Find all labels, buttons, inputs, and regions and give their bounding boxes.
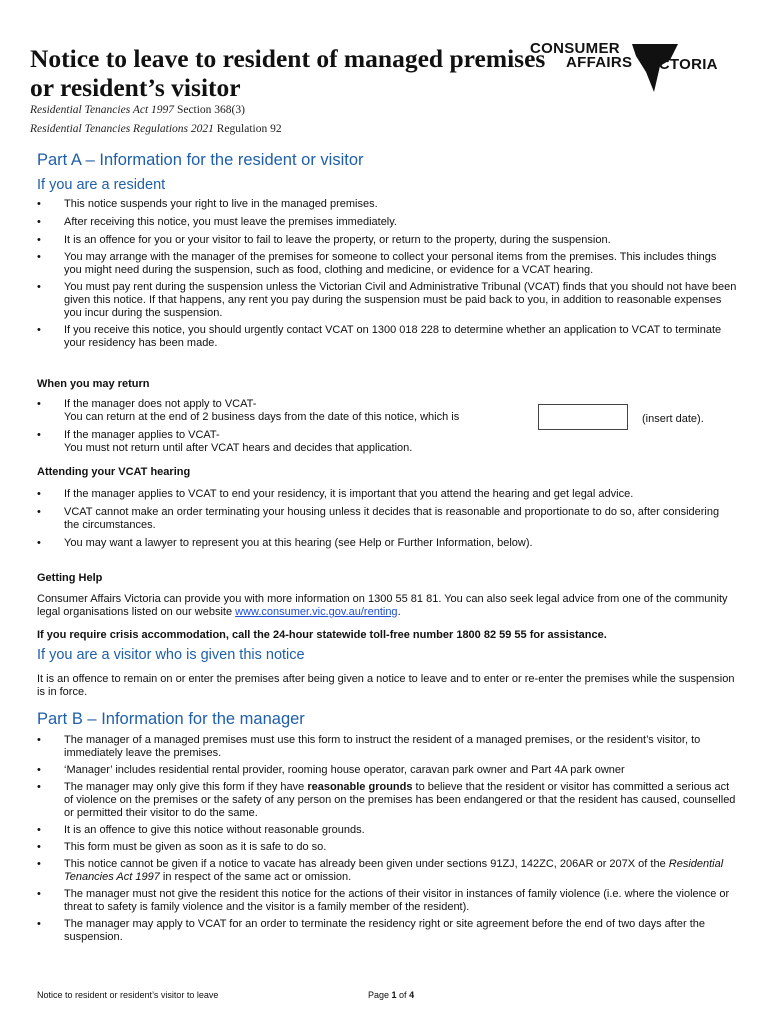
help-heading: Getting Help (37, 572, 103, 584)
hearing-bullet-list (37, 488, 737, 550)
resident-bullet-list (37, 198, 737, 350)
legislation-regulations: Residential Tenancies Regulations 2021 Regulation 92 (30, 123, 282, 135)
title-line-1: Notice to leave to resident of managed premises (30, 44, 546, 73)
list-item: • You may arrange with the manager of the premises for someone to collect your personal items from the premises. This includes things you might need during the suspension, such as food, clothing and medicine, or evidence for a VCAT hearing. (37, 251, 737, 277)
page-number: Page 1 of 4 (368, 990, 415, 1000)
list-item: • If the manager applies to VCAT to end your residency, it is important that you attend the hearing and get legal advice. (37, 488, 737, 501)
return-bullet-list (37, 398, 737, 455)
return-heading: When you may return (37, 378, 150, 390)
list-item: • If you receive this notice, you should urgently contact VCAT on 1300 018 228 to determine whether an application to VCAT to terminate your residency has been made. (37, 324, 737, 350)
list-item: • The manager must not give the resident this notice for the actions of their visitor in instances of family violence (i.e. where the violence or threat to safety is family violence and the visitor is a family member of the resident). (37, 888, 737, 914)
list-item: • You may want a lawyer to represent you at this hearing (see Help or Further Information, below). (37, 537, 737, 550)
list-item: • The manager may apply to VCAT for an order to terminate the residency right or site agreement before the end of two days after the suspension. (37, 918, 737, 944)
list-item: • You must pay rent during the suspension unless the Victorian Civil and Administrative Tribunal (VCAT) finds that you should not have been given this notice. If that happens, any rent you pay during the suspension must be paid back to you, in addition to reasonable expenses you incur during the suspension. (37, 281, 737, 320)
list-item: • It is an offence to give this notice without reasonable grounds. (37, 824, 737, 837)
list-item: • It is an offence for you or your visitor to fail to leave the property, or return to the property, during the suspension. (37, 234, 737, 247)
resident-heading: If you are a resident (37, 177, 166, 193)
list-item: • After receiving this notice, you must leave the premises immediately. (37, 216, 737, 229)
visitor-heading: If you are a visitor who is given this notice (37, 647, 305, 663)
footer-title: Notice to resident or resident’s visitor to leave (37, 990, 219, 1000)
list-item: • If the manager does not apply to VCAT- You can return at the end of 2 business days from the date of this notice, which is (37, 398, 737, 424)
manager-bullet-list (37, 734, 737, 944)
visitor-paragraph: It is an offence to remain on or enter the premises after being given a notice to leave and to enter or re-enter the premises while the suspension is in force. (37, 673, 735, 698)
list-item: • ‘Manager’ includes residential rental provider, rooming house operator, caravan park owner and Part 4A park owner (37, 764, 737, 777)
list-item: • If the manager applies to VCAT- You must not return until after VCAT hears and decides that application. (37, 429, 737, 455)
part-a-heading: Part A – Information for the resident or visitor (37, 151, 364, 169)
logo-consumer: CONSUMER (530, 40, 620, 57)
logo-victoria: VICTORIA (644, 56, 718, 73)
list-item: • This notice cannot be given if a notice to vacate has already been given under sections 91ZJ, 142ZC, 206AR or 207X of the Residential Tenancies Act 1997 in respect of the same act or omission. (37, 858, 737, 884)
list-item: • This form must be given as soon as it is safe to do so. (37, 841, 737, 854)
list-item: • The manager of a managed premises must use this form to instruct the resident of a managed premises, or the resident’s visitor, to immediately leave the premises. (37, 734, 737, 760)
part-b-heading: Part B – Information for the manager (37, 710, 305, 728)
hearing-heading: Attending your VCAT hearing (37, 466, 191, 478)
help-paragraph: Consumer Affairs Victoria can provide you with more information on 1300 55 81 81. You can also seek legal advice from one of the community legal organisations listed on our website www.consumer.vic.gov.au/renting. (37, 593, 728, 618)
renting-link[interactable]: www.consumer.vic.gov.au/renting (235, 606, 398, 618)
consumer-affairs-victoria-logo (530, 42, 730, 94)
insert-date-label: (insert date). (642, 413, 704, 425)
list-item: • VCAT cannot make an order terminating your housing unless it decides that is reasonable and proportionate to do so, after considering the circumstances. (37, 506, 737, 532)
page-title (30, 44, 570, 102)
list-item: • The manager may only give this form if they have reasonable grounds to believe that the resident or visitor has committed a serious act of violence on the premises or the safety of any person on the premises has been endangered or that the resident has caused, counselled or permitted their visitor to do the same. (37, 781, 737, 820)
logo-affairs: AFFAIRS (566, 54, 633, 71)
title-line-2: or resident’s visitor (30, 73, 241, 102)
return-date-field[interactable] (538, 404, 628, 430)
legislation-act: Residential Tenancies Act 1997 Section 368(3) (30, 104, 245, 116)
crisis-paragraph: If you require crisis accommodation, call the 24-hour statewide toll-free number 1800 82 59 55 for assistance. (37, 629, 607, 641)
list-item: • This notice suspends your right to live in the managed premises. (37, 198, 737, 211)
